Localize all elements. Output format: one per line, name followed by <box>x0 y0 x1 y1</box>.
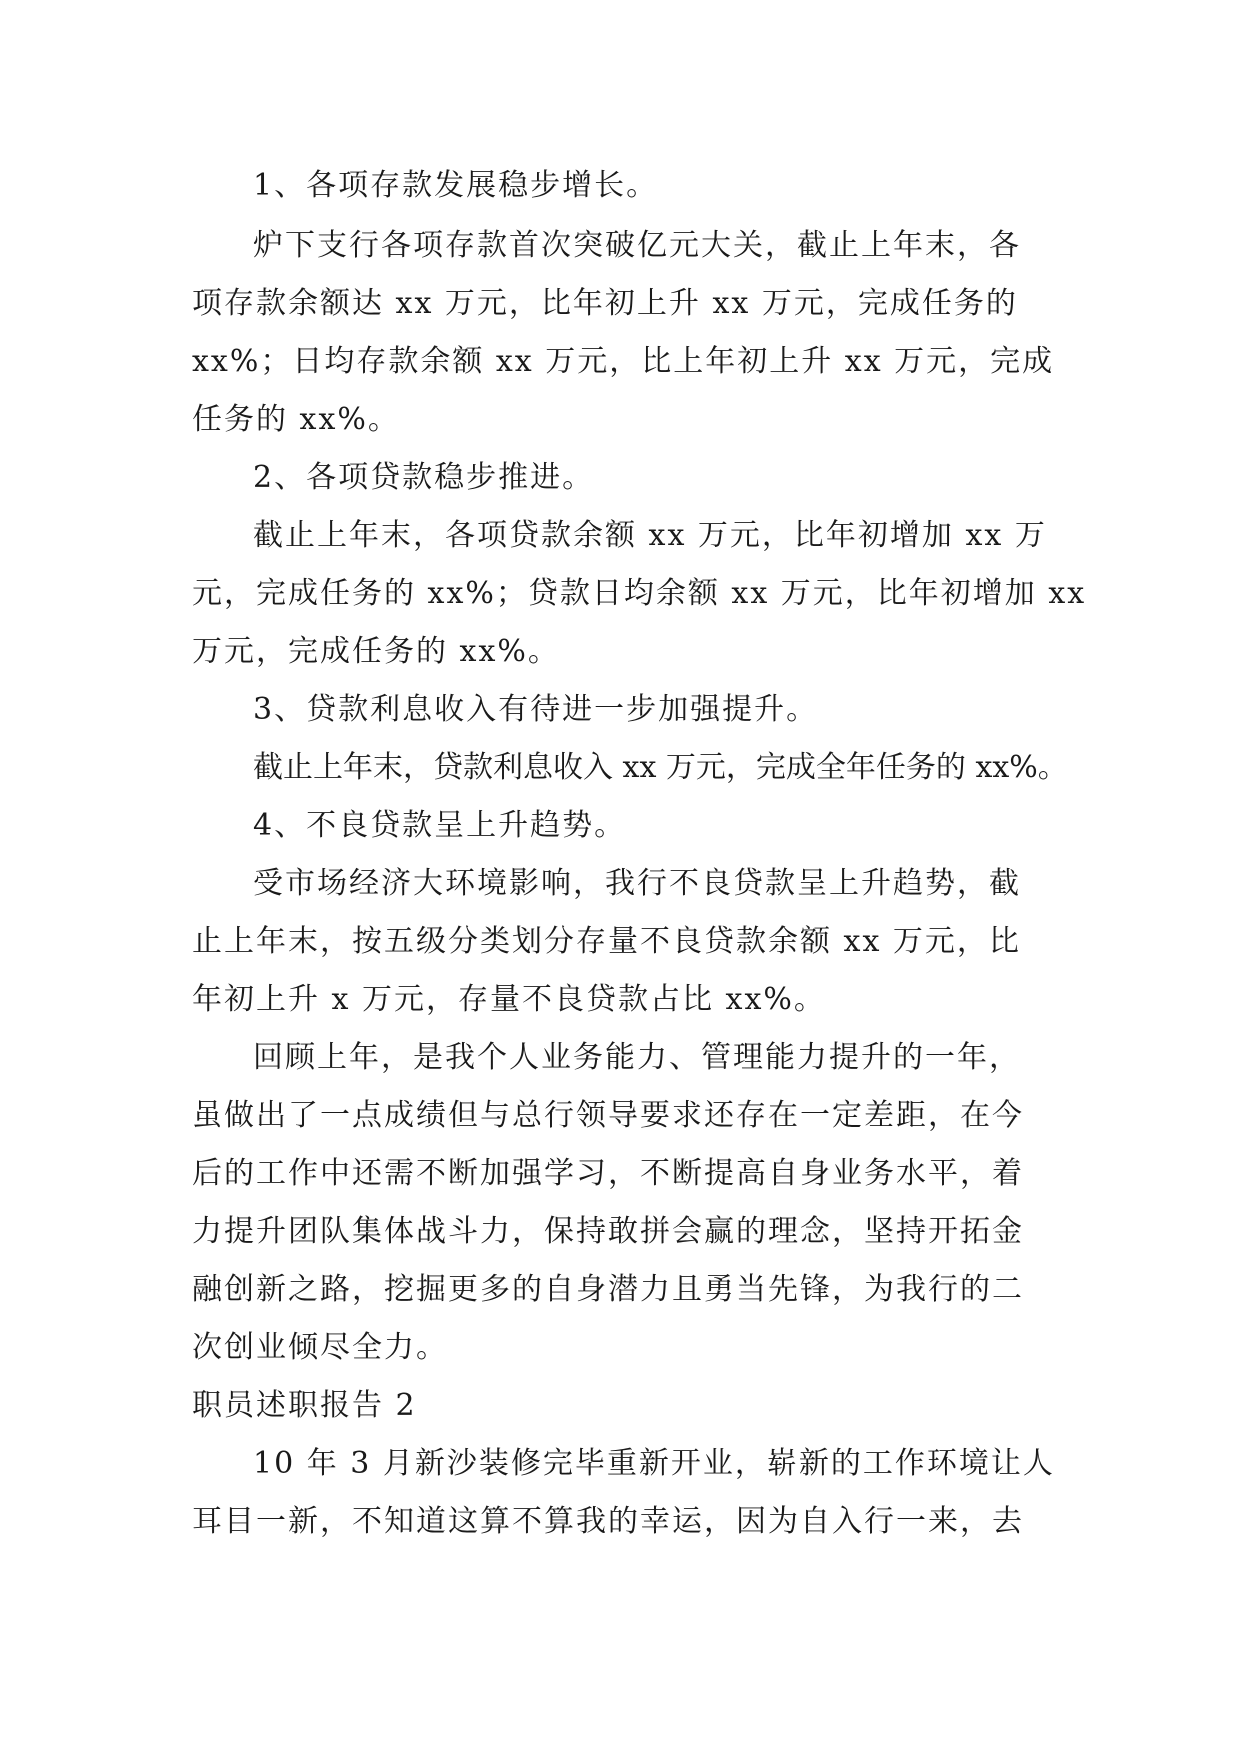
paragraph-line: 耳目一新，不知道这算不算我的幸运，因为自入行一来，去 <box>192 1504 1024 1539</box>
paragraph-line: 后的工作中还需不断加强学习，不断提高自身业务水平，着 <box>192 1156 1024 1191</box>
paragraph-line: 虽做出了一点成绩但与总行领导要求还存在一定差距，在今 <box>192 1098 1024 1133</box>
section-title: 职员述职报告 2 <box>192 1388 417 1423</box>
paragraph-line: 万元，完成任务的 xx%。 <box>192 634 560 669</box>
paragraph-line: 截止上年末，各项贷款余额 xx 万元，比年初增加 xx 万 <box>253 518 1047 553</box>
paragraph-line: 融创新之路，挖掘更多的自身潜力且勇当先锋，为我行的二 <box>192 1272 1024 1307</box>
paragraph-line: 受市场经济大环境影响，我行不良贷款呈上升趋势，截 <box>253 866 1021 901</box>
heading-loans: 2、各项贷款稳步推进。 <box>253 460 595 495</box>
paragraph-line: 炉下支行各项存款首次突破亿元大关，截止上年末，各 <box>253 228 1021 263</box>
heading-bad-loans: 4、不良贷款呈上升趋势。 <box>253 808 627 843</box>
heading-deposits: 1、各项存款发展稳步增长。 <box>253 168 659 203</box>
paragraph-line: 年初上升 x 万元，存量不良贷款占比 xx%。 <box>192 982 826 1017</box>
paragraph-line: 10 年 3 月新沙装修完毕重新开业，崭新的工作环境让人 <box>253 1446 1055 1481</box>
paragraph-line: 截止上年末，贷款利息收入 xx 万元，完成全年任务的 xx%。 <box>253 750 1068 785</box>
paragraph-line: 力提升团队集体战斗力，保持敢拼会赢的理念，坚持开拓金 <box>192 1214 1024 1249</box>
paragraph-line: 任务的 xx%。 <box>192 402 400 437</box>
paragraph-line: xx%；日均存款余额 xx 万元，比上年初上升 xx 万元，完成 <box>192 344 1055 379</box>
paragraph-line: 项存款余额达 xx 万元，比年初上升 xx 万元，完成任务的 <box>192 286 1018 321</box>
paragraph-line: 止上年末，按五级分类划分存量不良贷款余额 xx 万元，比 <box>192 924 1021 959</box>
paragraph-line: 元，完成任务的 xx%；贷款日均余额 xx 万元，比年初增加 xx <box>192 576 1087 611</box>
heading-interest: 3、贷款利息收入有待进一步加强提升。 <box>253 692 819 727</box>
paragraph-line: 次创业倾尽全力。 <box>192 1330 448 1365</box>
paragraph-line: 回顾上年，是我个人业务能力、管理能力提升的一年， <box>253 1040 1021 1075</box>
